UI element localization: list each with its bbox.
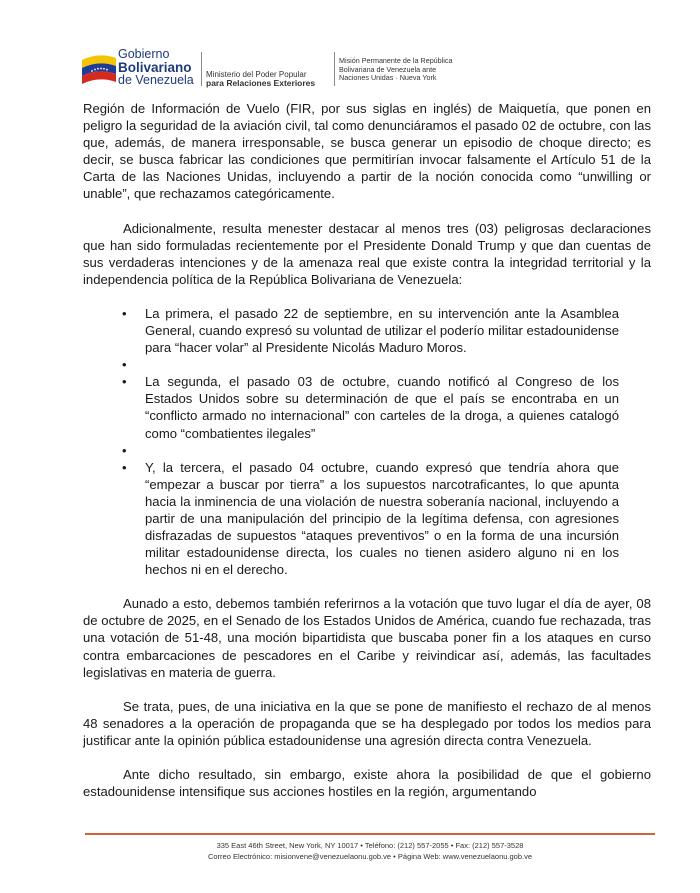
ministerio-label [206, 71, 331, 88]
wordmark-line-1: Gobierno [118, 47, 170, 61]
footer-address: 335 East 46th Street, New York, NY 10017 • Teléfono: (212) 557-2055 • Fax: (212) 557-3528 [216, 841, 524, 850]
wordmark-line-3: de Venezuela [118, 73, 194, 87]
header-divider [201, 52, 202, 86]
list-item: • La segunda, el pasado 03 de octubre, cuando notificó al Congreso de los Estados Unidos sobre su determinación de que el país se encontraba en un “conflicto armado no internacional” con carteles de la droga, a quienes catalogó como “combatientes ilegales” [120, 373, 619, 441]
venezuela-flag-logo-icon [80, 50, 118, 86]
declarations-list [120, 305, 619, 578]
mision-line-2: Bolivariana de Venezuela ante [339, 64, 437, 74]
paragraph-senate-vote: Aunado a esto, debemos también referirnos a la votación que tuvo lugar el día de ayer, 08 de octubre de 2025, en el Senado de los Estados Unidos de América, cuando fue rechazada, tras una votación de 51-48, una moción bipartidista que buscaba poner fin a los ataques en curso contra embarcaciones de pescadores en el Caribe y reivindicar así, además, las facultades legislativas en materia de guerra. [83, 596, 651, 680]
footer [85, 840, 655, 862]
letterhead [80, 46, 640, 92]
mision-line-1: Misión Permanente de la República [339, 56, 453, 65]
list-item: • La primera, el pasado 22 de septiembre, en su intervención ante la Asamblea General, cuando expresó su voluntad de utilizar el poderío militar estadounidense para “hacer volar” al Presidente Nicolás Maduro Moros. [120, 305, 619, 356]
header-divider [334, 52, 335, 86]
footer-contact: Correo Electrónico: misionvene@venezuelaonu.gob.ve • Página Web: www.venezuelaonu.gob.ve [207, 852, 533, 861]
paragraph-declarations-intro: Adicionalmente, resulta menester destacar al menos tres (03) peligrosas declaraciones que han sido formuladas recientemente por el Presidente Donald Trump y que dan cuentas de sus verdaderas intenciones y de la amenaza real que existe contra la integridad territorial y la independencia política de la República Bolivariana de Venezuela: [83, 220, 651, 287]
mision-line-3: Naciones Unidas · Nueva York [339, 73, 437, 83]
letter-body [83, 100, 651, 800]
paragraph-initiative: Se trata, pues, de una iniciativa en la que se pone de manifiesto el rechazo de al menos 48 senadores a la operación de propaganda que se ha desplegado por todos los medios para justificar ante la opinión pública estadounidense una agresión directa contra Venezuela. [83, 698, 651, 748]
ministerio-line-1: Ministerio del Poder Popular [206, 70, 307, 79]
wordmark-line-2: Bolivariano [118, 59, 192, 75]
list-item: • Y, la tercera, el pasado 04 octubre, cuando expresó que tendría ahora que “empezar a buscar por tierra” a los supuestos narcotraficantes, lo que apunta hacia la inminencia de una violación de nuestra soberanía nacional, incluyendo a partir de una manipulación del principio de la legítima defensa, con agresiones disfrazadas de supuestos “ataques preventivos” o en la forma de una incursión militar estadounidense directa, los cuales no tienen asidero alguno ni en los hechos ni en el derecho. [120, 459, 619, 579]
footer-divider [85, 833, 655, 835]
paragraph-continuation: Región de Información de Vuelo (FIR, por sus siglas en inglés) de Maiquetía, que ponen en peligro la seguridad de la aviación civil, tal como denunciáramos el pasado 02 de octubre, con las que, además, de manera irresponsable, se busca generar un episodio de choque directo; es decir, se busca fabricar las condiciones que permitirían invocar falsamente el Artículo 51 de la Carta de las Naciones Unidas, incluyendo a partir de la noción conocida como “unwilling or unable”, que rechazamos categóricamente. [83, 101, 651, 202]
mision-permanente-label [339, 57, 539, 83]
ministerio-line-2: para Relaciones Exteriores [206, 78, 316, 89]
paragraph-outcome: Ante dicho resultado, sin embargo, existe ahora la posibilidad de que el gobierno estadounidense intensifique sus acciones hostiles en la región, argumentando [83, 767, 651, 800]
